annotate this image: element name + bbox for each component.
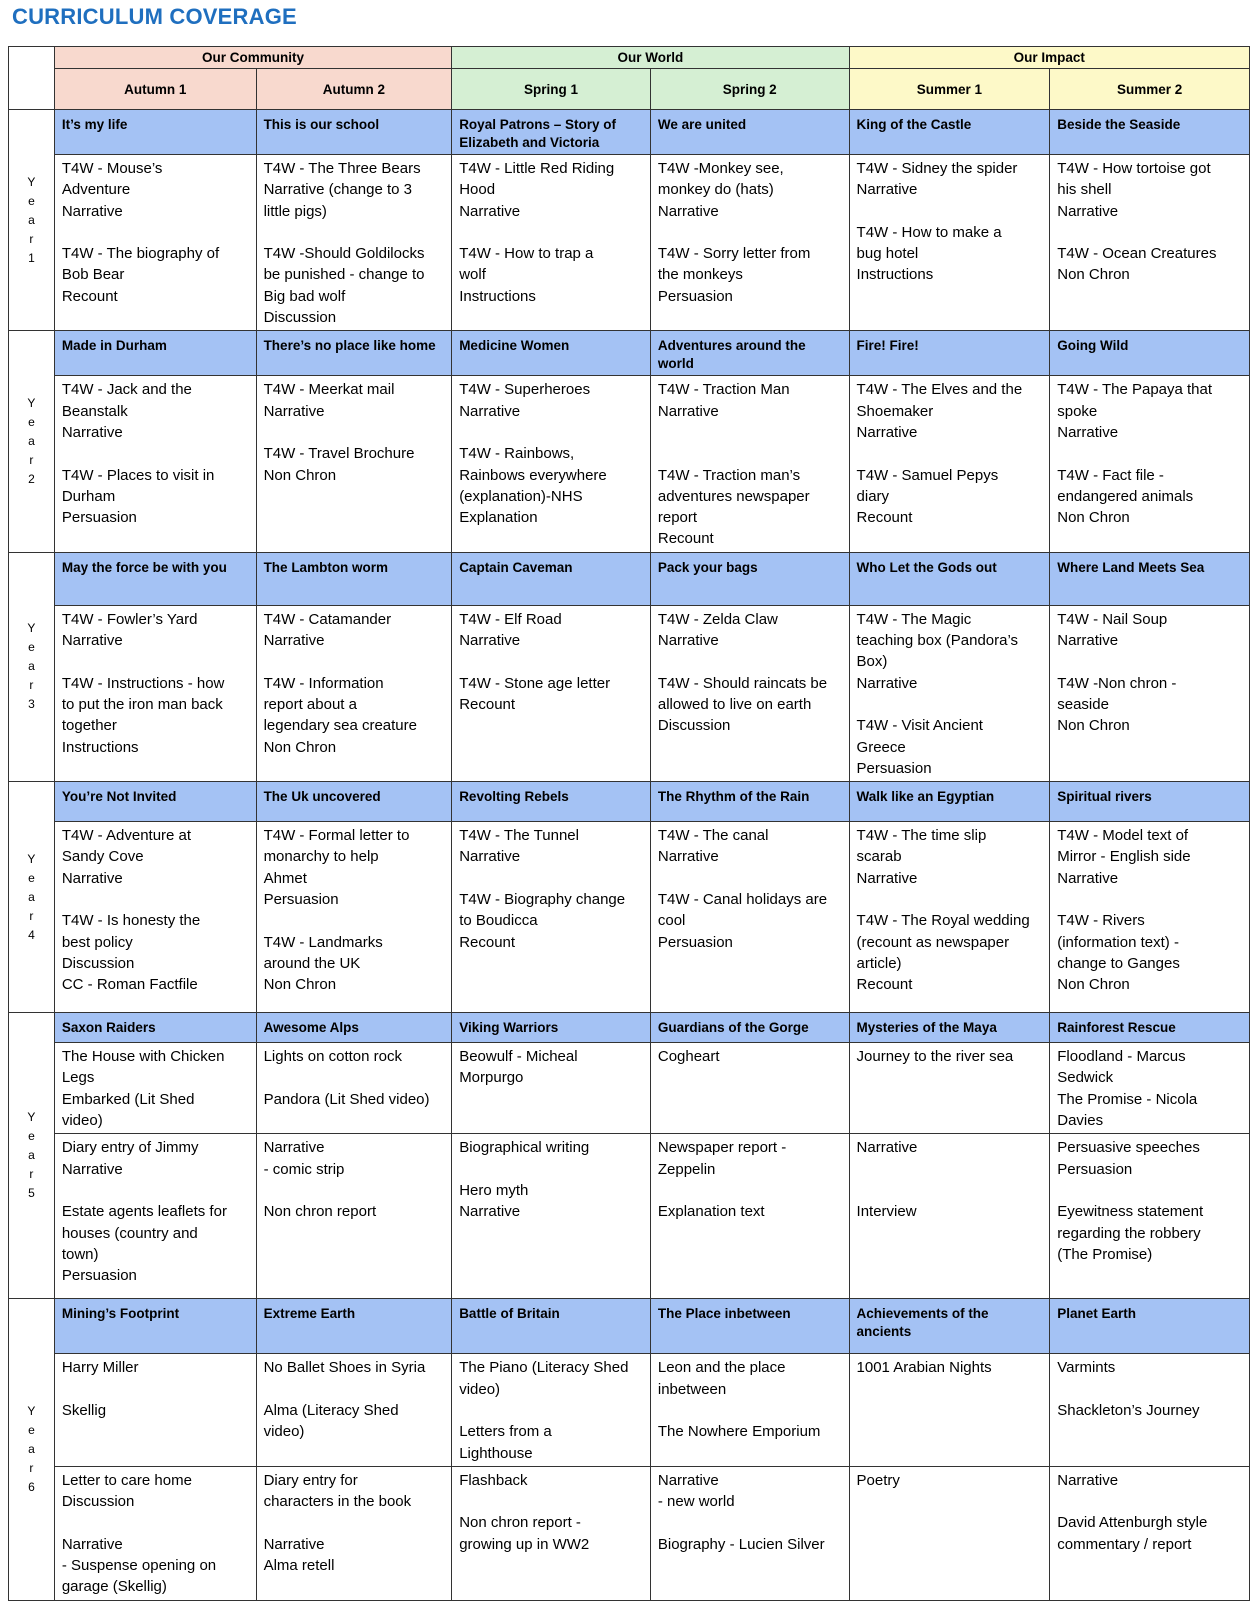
year-label: Y e a r 5 (9, 1013, 55, 1299)
theme-cell: Battle of Britain (452, 1299, 651, 1354)
content-cell: T4W - Jack and the Beanstalk Narrative T4W - Places to visit in Durham Persuasion (54, 376, 256, 552)
content-cell: T4W - How tortoise got his shell Narrative T4W - Ocean Creatures Non Chron (1050, 155, 1250, 331)
theme-cell: Fire! Fire! (849, 331, 1050, 376)
content-cell: T4W - Zelda Claw Narrative T4W - Should raincats be allowed to live on earth Discussion (650, 605, 849, 781)
content-cell: T4W - The Tunnel Narrative T4W - Biography change to Boudicca Recount (452, 822, 651, 1013)
year-label: Y e a r 3 (9, 552, 55, 781)
content-cell: Biographical writing Hero myth Narrative (452, 1134, 651, 1299)
content-cell: T4W - Adventure at Sandy Cove Narrative T4W - Is honesty the best policy Discussion CC - Roman Factfile (54, 822, 256, 1013)
theme-cell: Extreme Earth (256, 1299, 452, 1354)
theme-cell: Saxon Raiders (54, 1013, 256, 1043)
theme-cell: Going Wild (1050, 331, 1250, 376)
theme-cell: We are united (650, 110, 849, 155)
corner-cell (9, 47, 55, 110)
theme-cell: Who Let the Gods out (849, 552, 1050, 605)
theme-cell: The Rhythm of the Rain (650, 782, 849, 822)
theme-cell: The Place inbetween (650, 1299, 849, 1354)
theme-row (9, 110, 1250, 155)
theme-cell: Revolting Rebels (452, 782, 651, 822)
content-cell: T4W - Elf Road Narrative T4W - Stone age letter Recount (452, 605, 651, 781)
content-cell: T4W - The Magic teaching box (Pandora’s Box) Narrative T4W - Visit Ancient Greece Persuasion (849, 605, 1050, 781)
content-cell: Narrative - comic strip Non chron report (256, 1134, 452, 1299)
content-cell: Poetry (849, 1466, 1050, 1600)
group-header-impact: Our Impact (849, 47, 1249, 69)
page-title: CURRICULUM COVERAGE (12, 4, 297, 29)
theme-cell: Guardians of the Gorge (650, 1013, 849, 1043)
term-header: Summer 2 (1050, 69, 1250, 110)
content-cell: T4W - Meerkat mail Narrative T4W - Travel Brochure Non Chron (256, 376, 452, 552)
theme-cell: King of the Castle (849, 110, 1050, 155)
content-cell: T4W - Formal letter to monarchy to help Ahmet Persuasion T4W - Landmarks around the UK Non Chron (256, 822, 452, 1013)
term-header-row (9, 69, 1250, 110)
content-cell: T4W - Mouse’s Adventure Narrative T4W - The biography of Bob Bear Recount (54, 155, 256, 331)
content-row (9, 822, 1250, 1013)
content-cell: Persuasive speeches Persuasion Eyewitness statement regarding the robbery (The Promise) (1050, 1134, 1250, 1299)
term-header: Autumn 2 (256, 69, 452, 110)
theme-cell: Captain Caveman (452, 552, 651, 605)
content-cell: No Ballet Shoes in Syria Alma (Literacy Shed video) (256, 1354, 452, 1466)
group-header-world: Our World (452, 47, 849, 69)
content-cell: T4W - Superheroes Narrative T4W - Rainbows, Rainbows everywhere (explanation)-NHS Explanation (452, 376, 651, 552)
content-cell: T4W - The canal Narrative T4W - Canal holidays are cool Persuasion (650, 822, 849, 1013)
term-header: Summer 1 (849, 69, 1050, 110)
theme-cell: Awesome Alps (256, 1013, 452, 1043)
theme-cell: It’s my life (54, 110, 256, 155)
content-row (9, 1354, 1250, 1466)
content-row (9, 1043, 1250, 1134)
term-header: Spring 2 (650, 69, 849, 110)
content-cell: Floodland - Marcus Sedwick The Promise - Nicola Davies (1050, 1043, 1250, 1134)
content-cell: T4W - The Three Bears Narrative (change to 3 little pigs) T4W -Should Goldilocks be punished - change to Big bad wolf Discussion (256, 155, 452, 331)
theme-cell: Planet Earth (1050, 1299, 1250, 1354)
theme-cell: This is our school (256, 110, 452, 155)
content-cell: Diary entry of Jimmy Narrative Estate agents leaflets for houses (country and town) Persuasion (54, 1134, 256, 1299)
content-cell: Beowulf - Micheal Morpurgo (452, 1043, 651, 1134)
content-cell: Varmints Shackleton’s Journey (1050, 1354, 1250, 1466)
theme-row (9, 1013, 1250, 1043)
theme-cell: Mysteries of the Maya (849, 1013, 1050, 1043)
content-cell: Narrative David Attenburgh style commentary / report (1050, 1466, 1250, 1600)
content-cell: Letter to care home Discussion Narrative - Suspense opening on garage (Skellig) (54, 1466, 256, 1600)
content-cell: Diary entry for characters in the book Narrative Alma retell (256, 1466, 452, 1600)
theme-row (9, 782, 1250, 822)
year-label: Y e a r 6 (9, 1299, 55, 1600)
theme-cell: Medicine Women (452, 331, 651, 376)
year-label: Y e a r 4 (9, 782, 55, 1013)
theme-cell: Made in Durham (54, 331, 256, 376)
theme-cell: Spiritual rivers (1050, 782, 1250, 822)
theme-cell: The Lambton worm (256, 552, 452, 605)
group-header-row (9, 47, 1250, 69)
content-cell: Harry Miller Skellig (54, 1354, 256, 1466)
term-header: Autumn 1 (54, 69, 256, 110)
year-label: Y e a r 1 (9, 110, 55, 331)
theme-cell: The Uk uncovered (256, 782, 452, 822)
content-cell: T4W - Little Red Riding Hood Narrative T4W - How to trap a wolf Instructions (452, 155, 651, 331)
theme-cell: Achievements of the ancients (849, 1299, 1050, 1354)
content-cell: T4W - Model text of Mirror - English side Narrative T4W - Rivers (information text) - change to Ganges Non Chron (1050, 822, 1250, 1013)
theme-cell: Viking Warriors (452, 1013, 651, 1043)
theme-cell: Walk like an Egyptian (849, 782, 1050, 822)
content-row (9, 1466, 1250, 1600)
theme-cell: May the force be with you (54, 552, 256, 605)
theme-cell: Where Land Meets Sea (1050, 552, 1250, 605)
content-cell: Journey to the river sea (849, 1043, 1050, 1134)
content-cell: T4W - The Papaya that spoke Narrative T4W - Fact file - endangered animals Non Chron (1050, 376, 1250, 552)
content-cell: T4W - Catamander Narrative T4W - Information report about a legendary sea creature Non Chron (256, 605, 452, 781)
content-cell: The Piano (Literacy Shed video) Letters from a Lighthouse (452, 1354, 651, 1466)
theme-cell: You’re Not Invited (54, 782, 256, 822)
content-cell: Lights on cotton rock Pandora (Lit Shed video) (256, 1043, 452, 1134)
theme-cell: Pack your bags (650, 552, 849, 605)
content-cell: Flashback Non chron report - growing up in WW2 (452, 1466, 651, 1600)
content-cell: T4W - The time slip scarab Narrative T4W - The Royal wedding (recount as newspaper article) Recount (849, 822, 1050, 1013)
theme-cell: Beside the Seaside (1050, 110, 1250, 155)
theme-row (9, 1299, 1250, 1354)
content-cell: Narrative - new world Biography - Lucien Silver (650, 1466, 849, 1600)
content-cell: Narrative Interview (849, 1134, 1050, 1299)
content-cell: T4W - Sidney the spider Narrative T4W - How to make a bug hotel Instructions (849, 155, 1050, 331)
content-cell: 1001 Arabian Nights (849, 1354, 1050, 1466)
theme-cell: Mining’s Footprint (54, 1299, 256, 1354)
content-row (9, 1134, 1250, 1299)
content-cell: T4W - The Elves and the Shoemaker Narrative T4W - Samuel Pepys diary Recount (849, 376, 1050, 552)
content-row (9, 605, 1250, 781)
content-cell: Leon and the place inbetween The Nowhere Emporium (650, 1354, 849, 1466)
theme-cell: Royal Patrons – Story of Elizabeth and Victoria (452, 110, 651, 155)
theme-cell: Adventures around the world (650, 331, 849, 376)
content-cell: The House with Chicken Legs Embarked (Lit Shed video) (54, 1043, 256, 1134)
content-cell: T4W - Nail Soup Narrative T4W -Non chron - seaside Non Chron (1050, 605, 1250, 781)
content-row (9, 155, 1250, 331)
content-cell: T4W -Monkey see, monkey do (hats) Narrative T4W - Sorry letter from the monkeys Persuasion (650, 155, 849, 331)
theme-cell: Rainforest Rescue (1050, 1013, 1250, 1043)
content-row (9, 376, 1250, 552)
group-header-community: Our Community (54, 47, 451, 69)
year-label: Y e a r 2 (9, 331, 55, 552)
content-cell: Cogheart (650, 1043, 849, 1134)
content-cell: Newspaper report - Zeppelin Explanation text (650, 1134, 849, 1299)
theme-cell: There’s no place like home (256, 331, 452, 376)
theme-row (9, 552, 1250, 605)
term-header: Spring 1 (452, 69, 651, 110)
curriculum-table (8, 46, 1250, 1601)
content-cell: T4W - Traction Man Narrative T4W - Traction man’s adventures newspaper report Recount (650, 376, 849, 552)
theme-row (9, 331, 1250, 376)
content-cell: T4W - Fowler’s Yard Narrative T4W - Instructions - how to put the iron man back together Instructions (54, 605, 256, 781)
